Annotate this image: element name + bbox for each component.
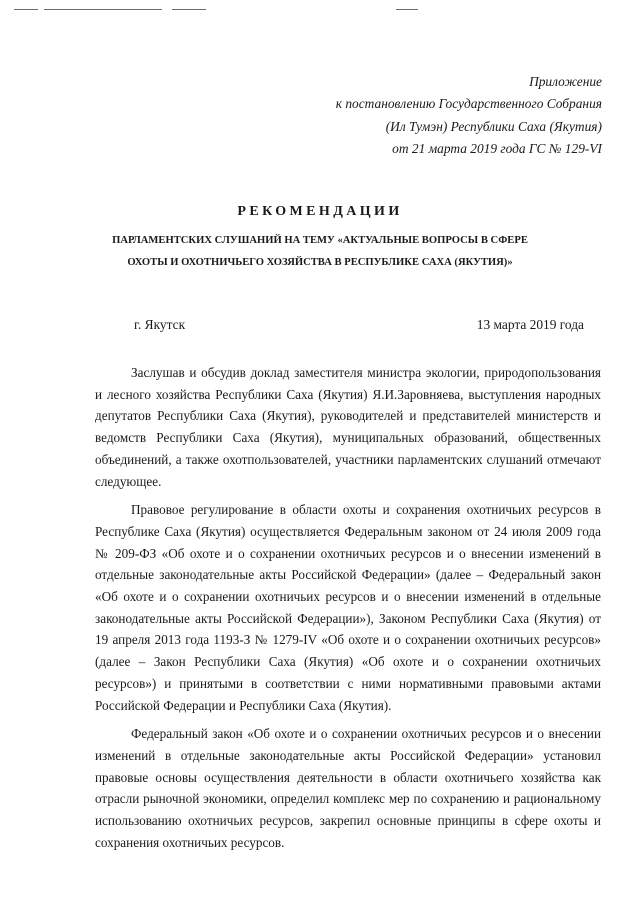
document-title: РЕКОМЕНДАЦИИ: [237, 204, 403, 219]
body-paragraph: Федеральный закон «Об охоте и о сохранении охотничьих ресурсов и о внесении изменений в отдельные законодательные акты Российской Федерации» установил правовые основы осуществления деятельности в области охотничьего хозяйства как отрасли рыночной экономики, определил комплекс мер по сохранению и рациональному использованию охотничьих ресурсов, закрепил основные принципы в сфере охоты и сохранения охотничьих ресурсов.: [95, 726, 601, 850]
scan-artifact-line: [172, 9, 206, 10]
resolution-date-number: от 21 марта 2019 года ГС № 129-VI: [392, 140, 602, 156]
scan-artifact-line: [396, 9, 418, 10]
document-subtitle: [0, 230, 640, 273]
assembly-name: (Ил Тумэн) Республики Саха (Якутия): [385, 118, 602, 134]
document-body: [95, 362, 601, 860]
subtitle-line: ПАРЛАМЕНТСКИХ СЛУШАНИЙ НА ТЕМУ «АКТУАЛЬНЫЕ ВОПРОСЫ В СФЕРЕ: [112, 235, 528, 246]
scan-artifact-line: [44, 9, 162, 10]
scan-artifact-line: [14, 9, 38, 10]
place-of-issue: г. Якутск: [134, 317, 186, 332]
appendix-header: [262, 71, 602, 160]
appendix-label: Приложение: [529, 74, 602, 89]
body-paragraph: Правовое регулирование в области охоты и сохранения охотничьих ресурсов в Республике Саха (Якутия) осуществляется Федеральным законом от 24 июля 2009 года № 209-ФЗ «Об охоте и о сохранении охотничьих ресурсов и о внесении изменений в отдельные законодательные акты Российской Федерации» (далее – Федеральный закон «Об охоте и о сохранении охотничьих ресурсов и о внесении изменений в отдельные законодательные акты Российской Федерации»), Законом Республики Саха (Якутия) от 19 апреля 2013 года 1193-З № 1279-IV «Об охоте и о сохранении охотничьих ресурсов» (далее – Закон Республики Саха (Якутия) «Об охоте и о сохранении охотничьих ресурсов») и принятыми в соответствии с ними нормативными правовыми актами Российской Федерации и Республики Саха (Якутия).: [95, 502, 601, 713]
document-date: 13 марта 2019 года: [476, 317, 584, 332]
subtitle-line: ОХОТЫ И ОХОТНИЧЬЕГО ХОЗЯЙСТВА В РЕСПУБЛИКЕ САХА (ЯКУТИЯ)»: [127, 256, 513, 268]
body-paragraph: Заслушав и обсудив доклад заместителя министра экологии, природопользования и лесного хозяйства Республики Саха (Якутия) Я.И.Заровняева, выступления народных депутатов Республики Саха (Якутия), руководителей и представителей министерств и ведомств Республики Саха (Якутия), муниципальных образований, общественных объединений, а также охотпользователей, участники парламентских слушаний отмечают следующее.: [95, 365, 601, 489]
resolution-reference: к постановлению Государственного Собрания: [335, 96, 602, 112]
